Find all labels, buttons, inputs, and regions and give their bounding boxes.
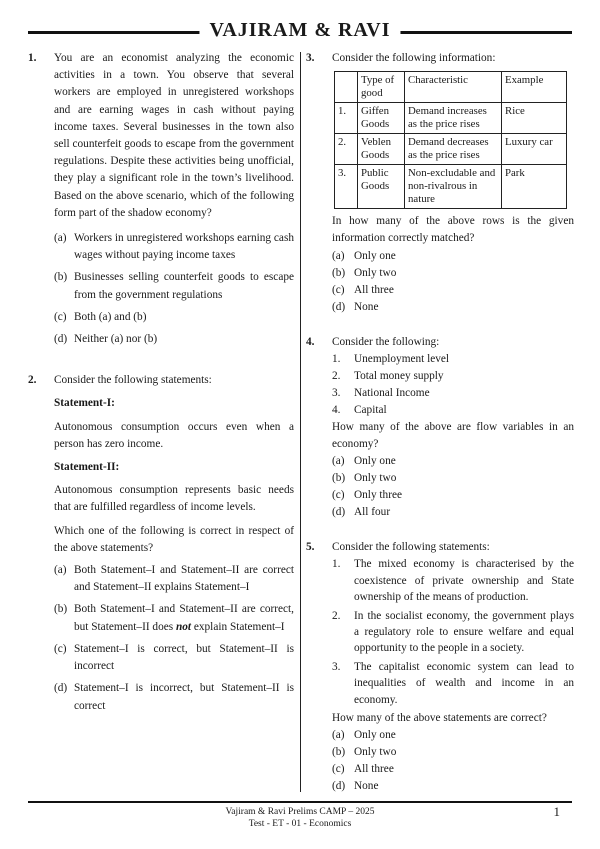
- row-characteristic: Demand increases as the price rises: [405, 103, 502, 134]
- option-text: Both (a) and (b): [74, 310, 147, 323]
- option-label: (a): [332, 249, 345, 262]
- option-label: (d): [54, 682, 68, 695]
- option-c[interactable]: [54, 309, 294, 326]
- option-text: None: [354, 780, 379, 793]
- option-b[interactable]: [332, 265, 574, 282]
- option-text: Statement–I is correct, but Statement–II is incorrect: [74, 642, 294, 673]
- option-label: (a): [54, 232, 67, 245]
- brand-title: VAJIRAM & RAVI: [199, 19, 400, 42]
- row-number: 2.: [335, 134, 358, 165]
- option-text-start: Both Statement–I and Statement–II are correct, but Statement–II does: [74, 603, 294, 633]
- footer-rule: [28, 801, 572, 803]
- table-row: [335, 165, 567, 209]
- list-item: [332, 351, 574, 368]
- question-2: [28, 372, 294, 714]
- option-b[interactable]: [54, 601, 294, 635]
- option-b[interactable]: [332, 744, 574, 761]
- question-1: [28, 50, 294, 348]
- option-text: Only two: [354, 472, 397, 485]
- question-intro: Consider the following statements:: [332, 541, 490, 554]
- option-label: (c): [332, 489, 345, 502]
- statement-text: The mixed economy is characterised by the coexistence of private ownership and State ownership of the means of production.: [354, 558, 574, 604]
- option-label: (b): [332, 266, 346, 279]
- option-a[interactable]: [332, 248, 574, 265]
- option-c[interactable]: [332, 761, 574, 778]
- item-text: Capital: [354, 403, 387, 416]
- question-3: [306, 50, 574, 316]
- footer-line-1: Vajiram & Ravi Prelims CAMP – 2025: [225, 807, 375, 817]
- statement-text: The capitalist economic system can lead to inequalities of wealth and income in an economy.: [354, 660, 574, 706]
- question-text: How many of the above statements are correct?: [332, 712, 547, 725]
- question-number: 4.: [306, 335, 315, 348]
- table-row: [335, 103, 567, 134]
- row-characteristic: Demand decreases as the price rises: [405, 134, 502, 165]
- option-text: Only one: [354, 729, 396, 742]
- statement-item: [332, 608, 574, 657]
- option-b[interactable]: [332, 470, 574, 487]
- table-header-characteristic: Characteristic: [405, 72, 502, 103]
- option-a[interactable]: [54, 230, 294, 264]
- row-type: Giffen Goods: [358, 103, 405, 134]
- option-text: Both Statement–I and Statement–II are correct and Statement–II explains Statement–I: [74, 564, 294, 594]
- question-text: How many of the above are flow variables in an economy?: [332, 420, 574, 451]
- statement-item: [332, 556, 574, 605]
- question-text: Which one of the following is correct in respect of the above statements?: [54, 524, 294, 554]
- option-label: (c): [332, 283, 345, 296]
- option-label: (a): [332, 455, 345, 468]
- list-item: [332, 402, 574, 419]
- item-label: 2.: [332, 369, 341, 382]
- statement-item: [332, 659, 574, 708]
- option-label: (d): [54, 333, 68, 346]
- option-label: (d): [332, 506, 346, 519]
- option-a[interactable]: [332, 727, 574, 744]
- statement-label: 1.: [332, 558, 341, 571]
- left-column: [28, 50, 294, 720]
- option-d[interactable]: [54, 331, 294, 348]
- item-label: 3.: [332, 386, 341, 399]
- statement-label: 2.: [332, 609, 341, 622]
- statement-1-text: Autonomous consumption occurs even when a person has zero income.: [54, 420, 294, 450]
- page-header: [28, 19, 572, 42]
- item-text: Unemployment level: [354, 352, 450, 365]
- statement-text: In the socialist economy, the government plays a regulatory role to ensure welfare and equal opportunity to the people in a society.: [354, 609, 574, 655]
- item-label: 4.: [332, 403, 341, 416]
- option-label: (b): [54, 271, 68, 284]
- option-d[interactable]: [332, 299, 574, 316]
- statement-2-text: Autonomous consumption represents basic needs that are fulfilled regardless of income levels.: [54, 484, 294, 514]
- option-c[interactable]: [332, 282, 574, 299]
- option-text: Only one: [354, 249, 396, 262]
- option-c[interactable]: [332, 487, 574, 504]
- question-number: 3.: [306, 52, 315, 64]
- option-b[interactable]: [54, 269, 294, 303]
- row-characteristic: Non-excludable and non-rivalrous in nature: [405, 165, 502, 209]
- goods-table: [334, 71, 567, 209]
- option-label: (a): [54, 564, 67, 577]
- question-intro: Consider the following information:: [332, 52, 496, 64]
- option-label: (b): [54, 603, 68, 616]
- row-number: 1.: [335, 103, 358, 134]
- table-header-example: Example: [502, 72, 567, 103]
- option-text: Only two: [354, 746, 397, 759]
- option-text: Workers in unregistered workshops earning cash wages without paying income taxes: [74, 232, 294, 262]
- row-example: Luxury car: [502, 134, 567, 165]
- statement-label: 3.: [332, 660, 341, 673]
- right-column: [306, 50, 574, 795]
- option-text: Only two: [354, 266, 397, 279]
- option-text: Statement–I is incorrect, but Statement–II is correct: [74, 682, 294, 712]
- option-label: (c): [332, 763, 345, 776]
- question-intro: Consider the following:: [332, 335, 440, 348]
- row-example: Park: [502, 165, 567, 209]
- item-text: National Income: [354, 386, 430, 399]
- list-item: [332, 368, 574, 385]
- row-type: Public Goods: [358, 165, 405, 209]
- option-text-end: explain Statement–I: [191, 620, 285, 633]
- option-d[interactable]: [54, 680, 294, 714]
- question-number: 5.: [306, 541, 315, 554]
- question-number: 1.: [28, 52, 37, 64]
- question-5: [306, 539, 574, 795]
- option-d[interactable]: [332, 778, 574, 795]
- option-d[interactable]: [332, 504, 574, 521]
- option-text: None: [354, 300, 379, 313]
- option-label: (b): [332, 472, 346, 485]
- option-label: (d): [332, 780, 346, 793]
- statement-2-heading: Statement-II:: [54, 461, 120, 474]
- footer-line-2: Test - ET - 01 - Economics: [248, 819, 352, 829]
- row-example: Rice: [502, 103, 567, 134]
- question-number: 2.: [28, 374, 37, 387]
- table-header-row: [335, 72, 567, 103]
- question-text: In how many of the above rows is the given information correctly matched?: [332, 215, 574, 245]
- option-text: Neither (a) nor (b): [74, 333, 158, 346]
- option-label: (c): [54, 642, 67, 655]
- question-text: You are an economist analyzing the economic activities in a town. You observe that several workers are employed in unregistered workshops and are earning wages in cash without paying income taxes. Several businesses in the town also sell counterfeit goods to escape from the government regulations. Despite these activities being unofficial, they play a significant role in the town’s livelihood. Based on the above scenario, which of the following form part of the shadow economy?: [54, 52, 294, 219]
- table-header-type: Type of good: [358, 72, 405, 103]
- question-intro: Consider the following statements:: [54, 374, 212, 387]
- option-emphasis: not: [175, 620, 192, 633]
- option-text: All three: [354, 283, 394, 296]
- option-text: Businesses selling counterfeit goods to escape from the government regulations: [74, 271, 294, 301]
- option-text: Only one: [354, 455, 396, 468]
- column-divider: [300, 52, 301, 792]
- table-header-blank: [335, 72, 358, 103]
- row-number: 3.: [335, 165, 358, 209]
- row-type: Veblen Goods: [358, 134, 405, 165]
- option-a[interactable]: [332, 453, 574, 470]
- option-label: (b): [332, 746, 346, 759]
- statement-1-heading: Statement-I:: [54, 397, 115, 410]
- list-item: [332, 385, 574, 402]
- question-4: [306, 334, 574, 522]
- option-a[interactable]: [54, 562, 294, 596]
- option-label: (d): [332, 300, 346, 313]
- option-text: Only three: [354, 489, 402, 502]
- table-row: [335, 134, 567, 165]
- option-label: (c): [54, 310, 67, 323]
- page-footer: [0, 806, 600, 830]
- option-text: All four: [354, 506, 391, 519]
- option-c[interactable]: [54, 641, 294, 675]
- option-text: All three: [354, 763, 394, 776]
- item-label: 1.: [332, 352, 341, 365]
- page-number: 1: [553, 804, 560, 819]
- item-text: Total money supply: [354, 369, 444, 382]
- option-label: (a): [332, 729, 345, 742]
